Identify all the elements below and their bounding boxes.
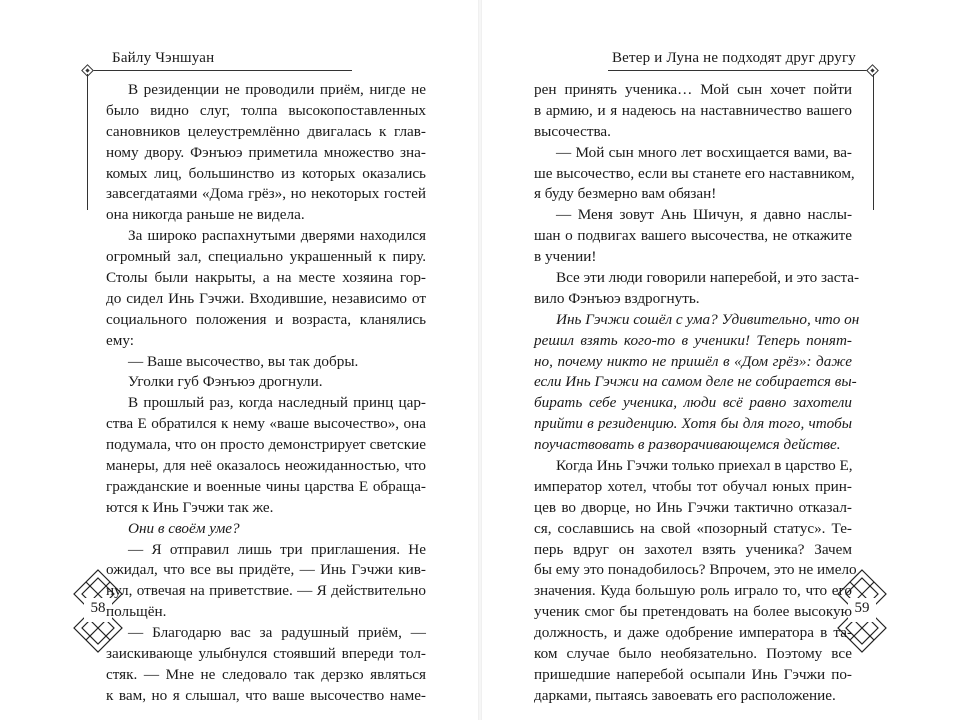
text-line: ему:: [106, 331, 134, 349]
text-line: в армию, и я надеюсь на наставничество вашего: [534, 101, 852, 119]
text-line: манеры, для неё оказалось неожиданностью, что: [106, 457, 426, 475]
text-line: перь вдруг он захотел взять ученика? Зачем: [534, 540, 852, 558]
text-line: ства Е обратился к нему «ваше высочество», она: [106, 415, 426, 433]
right-margin-rule: [873, 74, 874, 210]
text-line: высочества.: [534, 122, 611, 140]
right-page-text: [534, 80, 860, 707]
text-line: подумала, что он просто демонстрирует светские: [106, 436, 426, 454]
text-line: император хотел, чтобы тот обучал юных прин-: [534, 477, 852, 495]
right-running-head: Ветер и Луна не подходят друг другу: [611, 50, 856, 66]
text-line: ше высочество, если вы станете его наставником,: [534, 164, 855, 182]
text-line: Инь Гэчжи сошёл с ума? Удивительно, что он: [556, 310, 860, 328]
left-page-text: [106, 80, 426, 707]
left-running-head: Байлу Чэншуан: [112, 50, 215, 66]
text-line: огромный зал, специально украшенный к пиру.: [106, 248, 426, 266]
text-line: шан о подвигах вашего высочества, не откажите: [534, 227, 852, 245]
right-header-rule: [608, 70, 870, 71]
text-line: За широко распахнутыми дверями находился: [128, 227, 426, 245]
text-line: В резиденции не проводили приём, нигде не: [128, 81, 426, 98]
text-line: ученик смог бы претендовать на более высокую: [534, 603, 852, 621]
text-line: значения. Куда большую роль играло то, что его: [534, 582, 852, 600]
text-line: социального положения и возраста, кланялись: [106, 310, 426, 328]
text-line: она никогда раньше не видела.: [106, 206, 305, 224]
text-line: ожидал, что все вы придёте, — Инь Гэчжи кив-: [106, 561, 426, 579]
text-line: завсегдатаями «Дома грёз», но некоторых гостей: [106, 185, 426, 203]
left-margin-rule: [87, 74, 88, 210]
text-line: до сидел Инь Гэчжи. Входившие, независимо от: [106, 289, 426, 307]
book-gutter: [478, 0, 482, 720]
text-line: но, почему никто не пришёл в «Дом грёз»: даже: [534, 352, 852, 370]
text-line: ются к Инь Гэчжи так же.: [106, 498, 274, 516]
text-line: — Я отправил лишь три приглашения. Не: [128, 540, 426, 558]
text-line: комых лиц, большинство из которых оказались: [106, 164, 426, 182]
text-line: ному двору. Фэнъюэ приметила множество зна-: [106, 143, 426, 161]
text-line: решил взять кого-то в ученики! Теперь понят-: [534, 331, 852, 349]
text-line: сановников целеустремлённо двигалась к глав-: [106, 122, 426, 140]
text-line: пришедшие наперебой осыпали Инь Гэчжи по-: [534, 665, 852, 683]
text-line: рен принять ученика… Мой сын хочет пойти: [534, 81, 852, 98]
text-line: — Мой сын много лет восхищается вами, ва-: [556, 143, 852, 161]
text-line: цев во дворце, но Инь Гэчжи тактично отказал-: [534, 498, 852, 516]
text-line: бирать себе ученика, люди всё равно захотели: [534, 394, 852, 412]
text-line: польщён.: [106, 603, 167, 621]
text-line: вило Фэнъюэ вздрогнуть.: [534, 289, 700, 307]
text-line: нул, отвечая на приветствие. — Я действительно: [106, 582, 426, 600]
text-line: стяк. — Мне не следовало так дерзко являться: [106, 665, 426, 683]
text-line: — Ваше высочество, вы так добры.: [128, 352, 359, 370]
text-line: прийти в резиденцию. Хотя бы для того, чтобы: [534, 415, 852, 433]
left-header-rule: [90, 70, 352, 71]
text-line: — Меня зовут Ань Шичун, я давно наслы-: [556, 206, 852, 224]
text-line: в учении!: [534, 248, 597, 266]
text-line: В прошлый раз, когда наследный принц цар-: [128, 394, 426, 412]
text-line: ком случае было необязательно. Поэтому все: [534, 645, 852, 663]
text-line: ся, сославшись на свой «позорный статус». Те-: [534, 519, 852, 537]
text-line: должность, и даже одобрение императора в та-: [534, 624, 852, 642]
text-line: заискивающе улыбнулся стоявший впереди тол-: [106, 645, 426, 663]
text-line: — Благодарю вас за радушный приём, —: [128, 624, 426, 642]
text-line: если Инь Гэчжи на самом деле не собирается вы-: [534, 373, 857, 391]
text-line: поучаствовать в разворачивающемся действе.: [534, 436, 841, 454]
text-line: Они в своём уме?: [128, 519, 240, 537]
left-page-number: 58: [90, 600, 106, 616]
text-line: Когда Инь Гэчжи только приехал в царство Е,: [556, 457, 853, 475]
text-line: Уголки губ Фэнъюэ дрогнули.: [128, 373, 323, 391]
text-line: Столы были накрыты, а на месте хозяина гор-: [106, 269, 426, 287]
text-line: к вам, но я слышал, что ваше высочество наме-: [106, 686, 426, 704]
right-page-number: 59: [854, 600, 870, 616]
text-line: было видно слуг, толпа высокопоставленных: [106, 101, 426, 119]
text-line: дарками, пытаясь завоевать его расположение.: [534, 686, 836, 704]
text-line: я буду безмерно вам обязан!: [534, 185, 717, 203]
text-line: бы ему это понадобилось? Впрочем, это не имело: [534, 561, 857, 579]
text-line: гражданские и военные чины царства Е обраща-: [106, 477, 426, 495]
text-line: Все эти люди говорили наперебой, и это заста-: [556, 269, 860, 287]
